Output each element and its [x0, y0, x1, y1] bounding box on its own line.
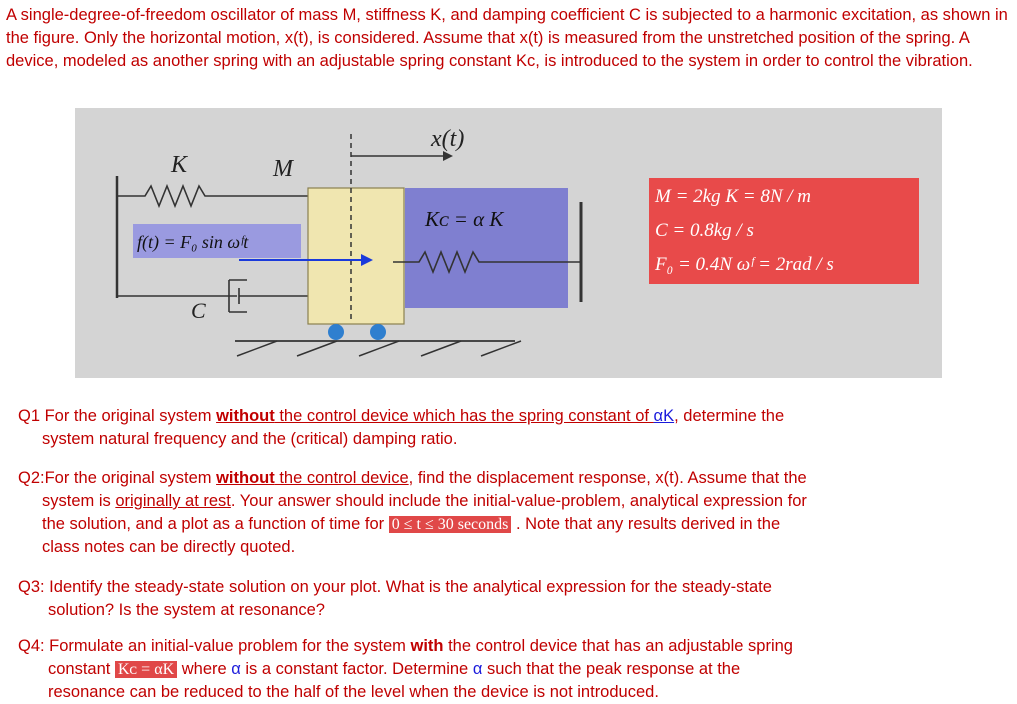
question-3: [18, 576, 772, 622]
wheel-left: [328, 324, 344, 340]
q2-line2-a: system is: [42, 492, 116, 510]
spring-k: [117, 186, 308, 206]
param-line-3: F₀ = 0.4N ωᶠ = 2rad / s: [655, 254, 834, 275]
q4-text-a: Q4: Formulate an initial-value problem for the system: [18, 637, 411, 655]
q2-without: without: [216, 469, 275, 487]
q2-at-rest: originally at rest: [115, 492, 231, 510]
q4-line-3: resonance can be reduced to the half of the level when the device is not introduced.: [48, 683, 659, 701]
question-4: [18, 635, 793, 704]
q1-without: without: [216, 407, 275, 425]
q2-time-range-box: 0 ≤ t ≤ 30 seconds: [389, 516, 512, 533]
q2-line3-a: the solution, and a plot as a function of time for: [42, 515, 389, 533]
q4-line2-b: where: [177, 660, 232, 678]
q4-line2-c: is a constant factor. Determine: [240, 660, 473, 678]
label-k: K: [171, 152, 188, 178]
label-kc: Kᴄ = α K: [425, 207, 504, 231]
oscillator-diagram: [75, 108, 942, 378]
label-c: C: [191, 298, 206, 323]
q4-kc-box: Kᴄ = αK: [115, 661, 177, 678]
q2-line2-c: . Your answer should include the initial-value-problem, analytical expression for: [230, 492, 807, 510]
q3-line-2: solution? Is the system at resonance?: [48, 601, 325, 619]
q4-alpha-1: α: [231, 660, 241, 678]
mass-block: [308, 188, 404, 324]
q1-line-2: system natural frequency and the (critical) damping ratio.: [42, 430, 458, 448]
q1-alpha-k: αK: [653, 407, 675, 425]
system-figure: [75, 108, 942, 378]
q3-line-1: Q3: Identify the steady-state solution on your plot. What is the analytical expression for the steady-state: [18, 578, 772, 596]
q2-text-c: the control device: [274, 469, 409, 487]
q2-line-4: class notes can be directly quoted.: [42, 538, 296, 556]
q1-text-c: the control device which has the spring constant of: [274, 407, 654, 425]
q4-with: with: [410, 637, 444, 655]
param-line-2: C = 0.8kg / s: [655, 220, 754, 241]
q4-alpha-2: α: [472, 660, 483, 678]
q2-line3-b: . Note that any results derived in the: [511, 515, 781, 533]
param-line-1: M = 2kg K = 8N / m: [655, 186, 811, 207]
intro-paragraph: A single-degree-of-freedom oscillator of mass M, stiffness K, and damping coefficient C is subjected to a harmonic excitation, as shown in the figure. Only the horizontal motion, x(t), is considered. Assume that x(t) is measured from the unstretched position of the spring. A device, modeled as another spring with an adjustable spring constant Kc, is introduced to the system in order to control the vibration.: [6, 6, 1008, 70]
x-arrow-head: [443, 151, 453, 161]
q1-text-a: Q1 For the original system: [18, 407, 217, 425]
wheel-right: [370, 324, 386, 340]
question-1: [18, 405, 784, 451]
q1-text-e: , determine the: [674, 407, 785, 425]
label-m: M: [273, 156, 293, 182]
q2-text-d: , find the displacement response, x(t). Assume that the: [408, 469, 807, 487]
q4-line2-a: constant: [48, 660, 115, 678]
label-xt: x(t): [431, 126, 465, 152]
q4-text-c: the control device that has an adjustable spring: [443, 637, 793, 655]
q4-line2-d: such that the peak response at the: [482, 660, 741, 678]
q2-text-a: Q2:For the original system: [18, 469, 217, 487]
control-device-box: [405, 188, 568, 308]
question-2: [18, 467, 807, 559]
label-force: f(t) = F₀ sin ωᶠt: [137, 232, 249, 252]
